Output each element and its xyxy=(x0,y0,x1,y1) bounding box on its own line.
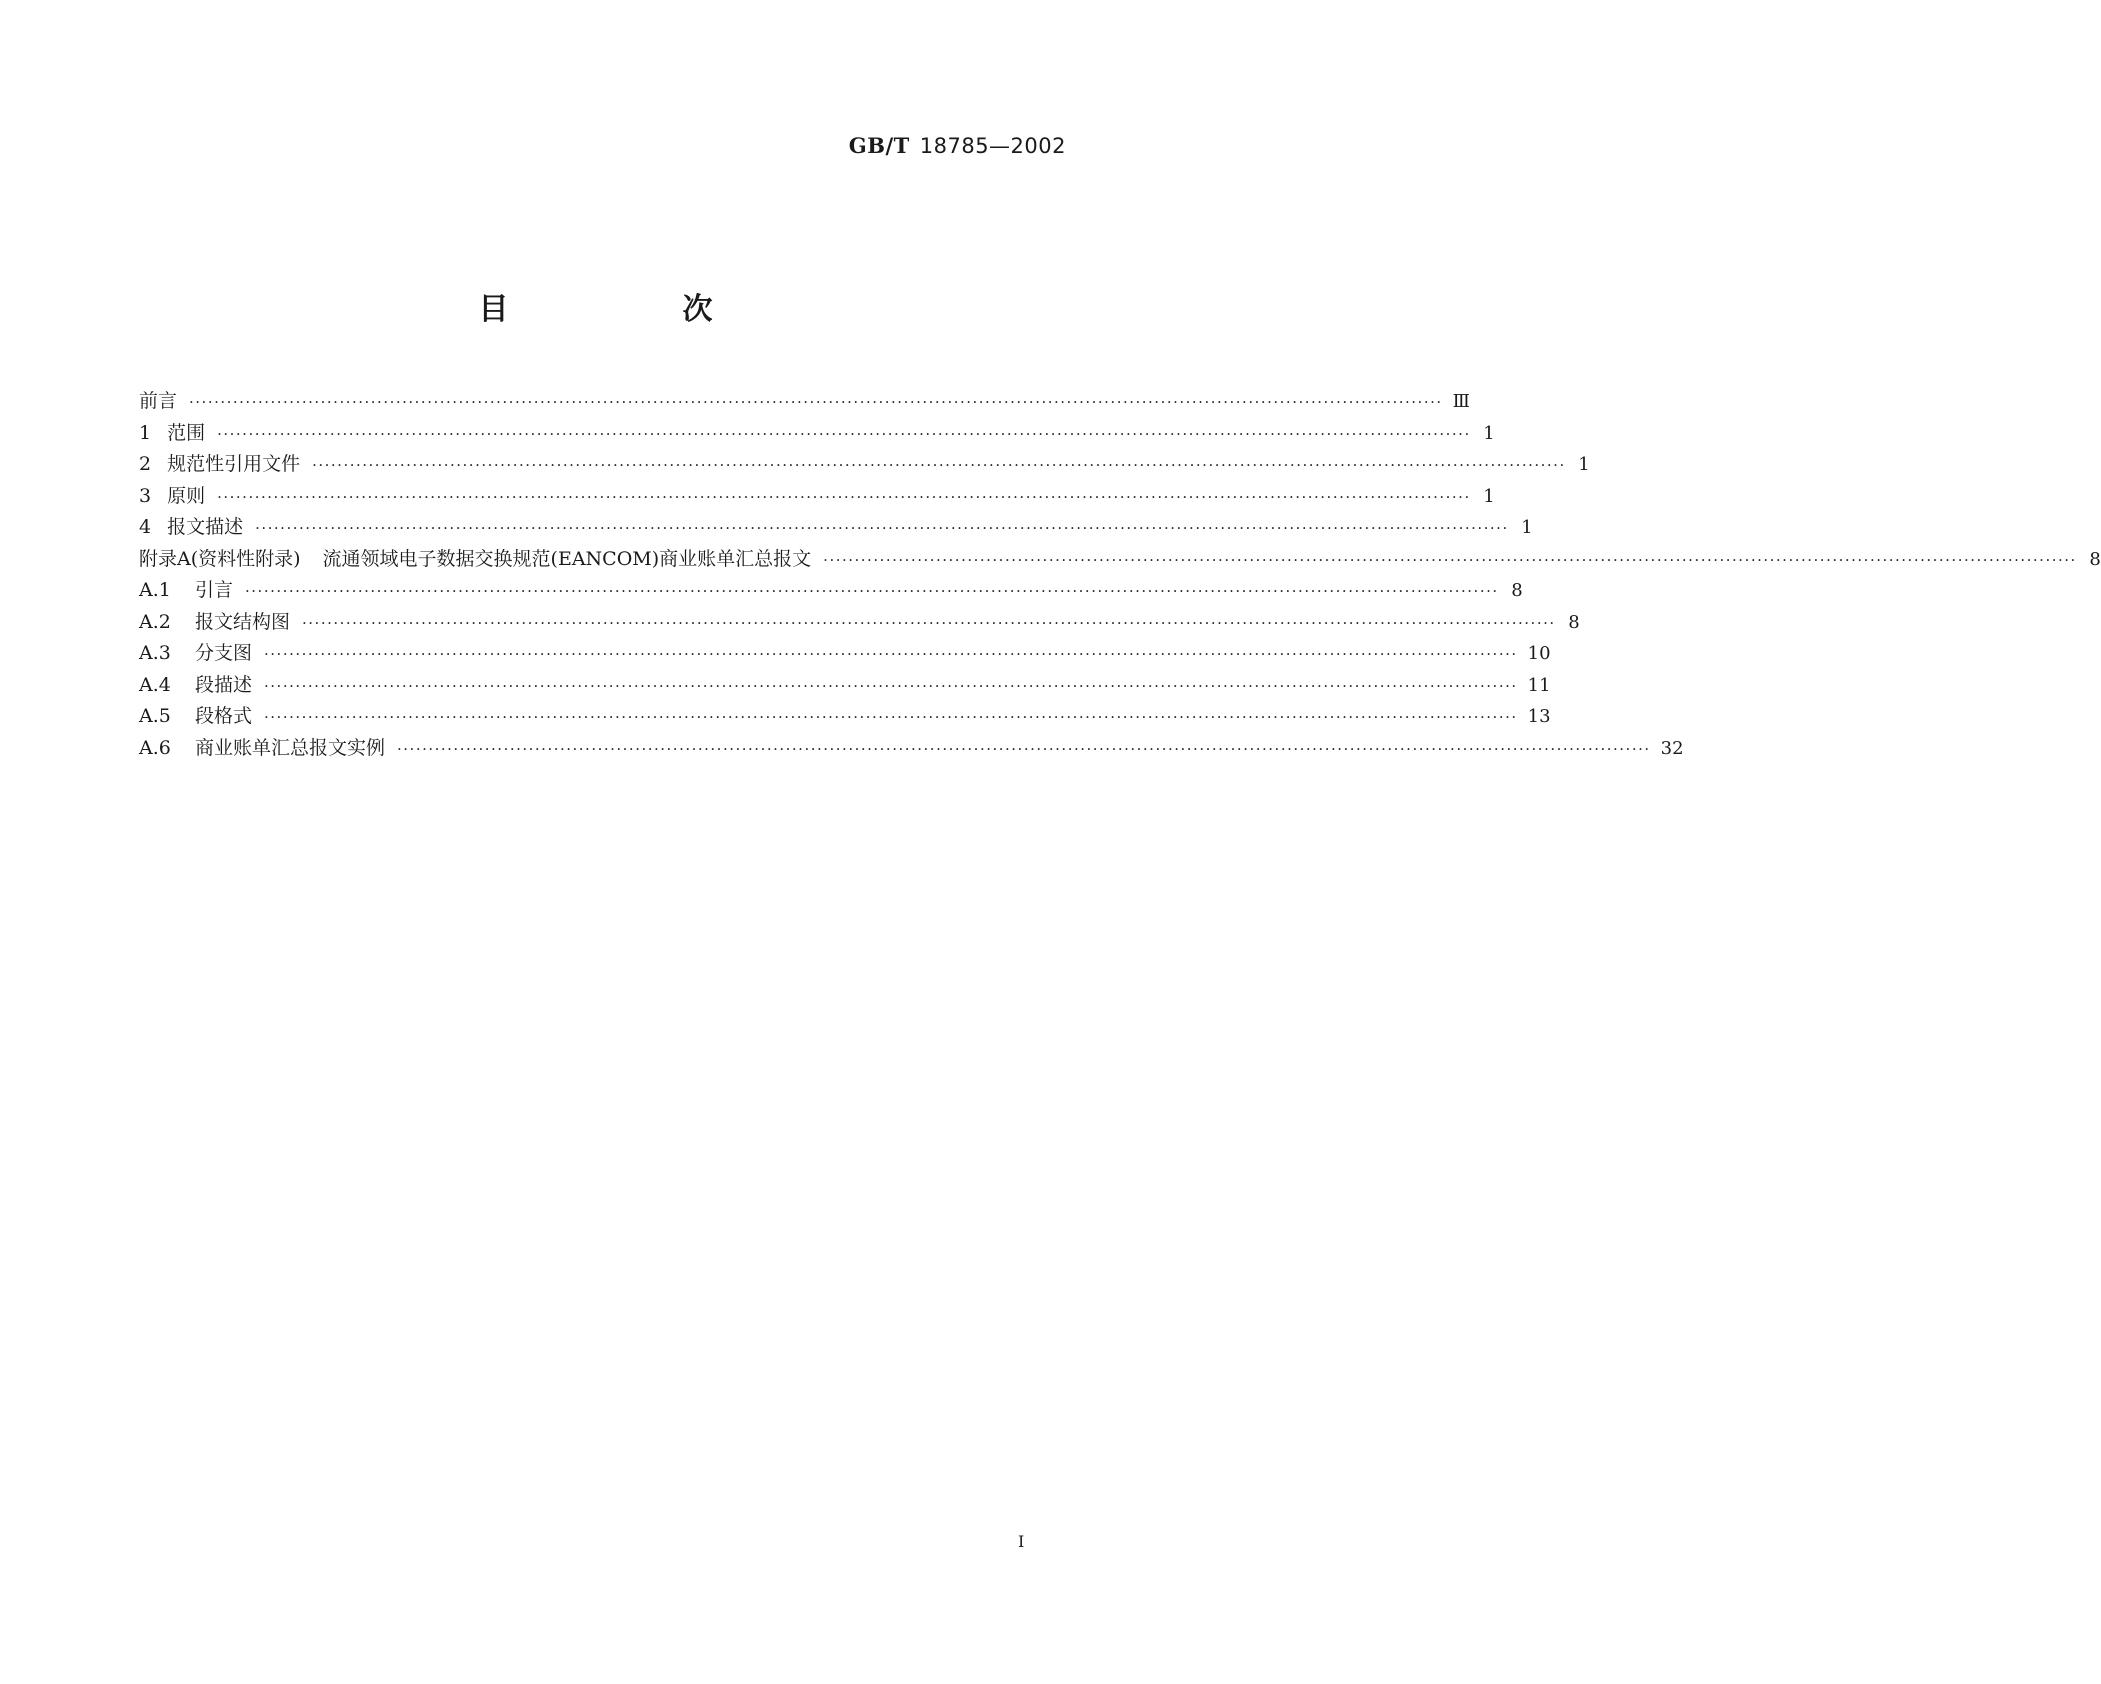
toc-entry-2[interactable] xyxy=(139,449,1590,481)
toc-page-number: 1 xyxy=(1521,517,1533,538)
toc-entry-a4[interactable] xyxy=(139,670,1551,702)
toc-entry-a6[interactable] xyxy=(139,733,1684,765)
toc-entry-foreword[interactable] xyxy=(139,386,1470,418)
standard-number: 18785—2002 xyxy=(919,134,1066,158)
page-footer-number: I xyxy=(1018,1532,1025,1551)
toc-page-number: 8 xyxy=(1511,580,1523,601)
standard-code xyxy=(849,133,1066,158)
toc-page-number: 32 xyxy=(1660,737,1684,759)
toc-entry-number: 附录A(资料性附录) xyxy=(139,547,301,570)
toc-entry-number: 2 xyxy=(139,453,152,475)
toc-entry-label: 2 规范性引用文件 xyxy=(139,453,301,475)
toc-leader-dots: ········································································································································································································ xyxy=(217,487,1471,506)
toc-entry-number: A.3 xyxy=(139,642,171,664)
toc-entry-number: A.4 xyxy=(139,673,171,696)
toc-leader-dots: ········································································································································································································ xyxy=(264,676,1518,695)
page-title: 目 次 xyxy=(478,292,785,327)
toc-page-number: 8 xyxy=(1568,611,1580,633)
toc-entry-number: A.1 xyxy=(139,579,171,601)
toc-page-number: 13 xyxy=(1527,706,1551,727)
toc-entry-1[interactable] xyxy=(139,418,1495,450)
toc-entry-a5[interactable] xyxy=(139,701,1551,733)
toc-page-number: 1 xyxy=(1578,454,1590,475)
toc-leader-dots: ········································································································································································································ xyxy=(264,645,1518,663)
toc-entry-a1[interactable] xyxy=(139,575,1523,607)
toc-entry-number: 4 xyxy=(139,516,152,538)
toc-entry-label: 3 原则 xyxy=(139,484,206,507)
toc-entry-label: 1 范围 xyxy=(139,421,206,444)
toc-entry-4[interactable] xyxy=(139,512,1533,544)
toc-entry-3[interactable] xyxy=(139,481,1495,513)
standard-prefix: GB/T xyxy=(848,133,910,158)
toc-entry-label: 附录A(资料性附录) 流通领域电子数据交换规范(EANCOM)商业账单汇总报文 xyxy=(139,547,812,570)
toc-entry-number: 3 xyxy=(139,484,152,507)
toc-entry-label: A.3 分支图 xyxy=(139,642,253,664)
toc-leader-dots: ········································································································································································································ xyxy=(823,550,2077,569)
toc-entry-label: A.1 引言 xyxy=(139,579,234,601)
toc-leader-dots: ········································································································································································································ xyxy=(312,456,1566,474)
toc-entry-label: A.4 段描述 xyxy=(139,673,253,696)
toc-page-number: 8 xyxy=(2089,548,2101,570)
toc-leader-dots: ········································································································································································································ xyxy=(264,708,1518,726)
toc-page-number: Ⅲ xyxy=(1452,391,1470,412)
toc-entry-appendix-a[interactable] xyxy=(139,544,2101,576)
toc-leader-dots: ········································································································································································································ xyxy=(302,613,1556,632)
toc-page-number: 1 xyxy=(1483,422,1495,444)
table-of-contents xyxy=(139,386,2101,764)
toc-leader-dots: ········································································································································································································ xyxy=(245,582,1499,600)
toc-entry-number: 1 xyxy=(139,421,152,444)
toc-page-number: 10 xyxy=(1527,643,1551,664)
toc-leader-dots: ········································································································································································································ xyxy=(255,519,1509,537)
toc-page-number: 11 xyxy=(1527,674,1551,696)
toc-entry-a2[interactable] xyxy=(139,607,1580,639)
toc-entry-number: A.5 xyxy=(139,705,171,727)
toc-entry-label: 前言 xyxy=(139,390,178,412)
toc-entry-number: A.6 xyxy=(139,736,171,759)
toc-entry-label: A.2 报文结构图 xyxy=(139,610,291,633)
toc-leader-dots: ········································································································································································································ xyxy=(189,393,1443,411)
toc-entry-label: A.6 商业账单汇总报文实例 xyxy=(139,736,386,759)
toc-entry-a3[interactable] xyxy=(139,638,1551,670)
toc-leader-dots: ········································································································································································································ xyxy=(217,424,1471,443)
toc-entry-label: 4 报文描述 xyxy=(139,516,244,538)
toc-entry-number: A.2 xyxy=(139,610,171,633)
toc-entry-label: A.5 段格式 xyxy=(139,705,253,727)
toc-leader-dots: ········································································································································································································ xyxy=(397,739,1651,758)
toc-page-number: 1 xyxy=(1483,485,1495,507)
